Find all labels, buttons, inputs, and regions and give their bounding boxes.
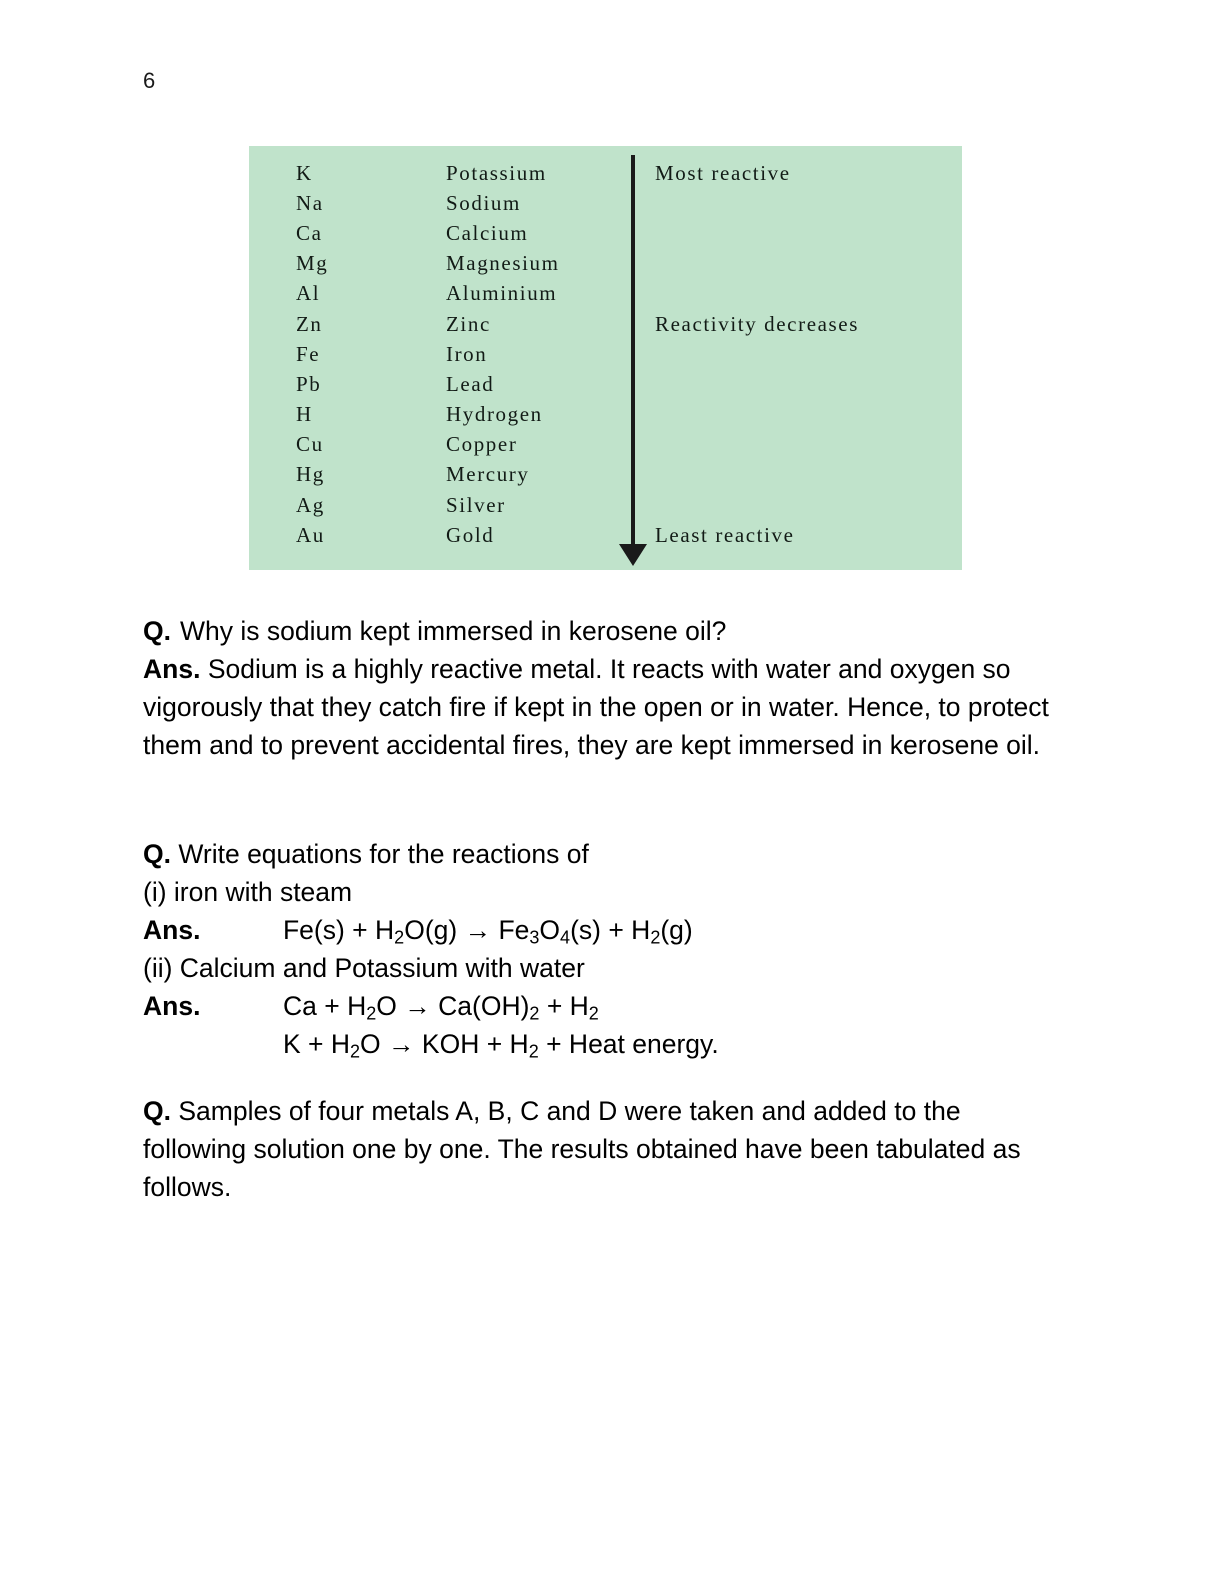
metal-name: Aluminium — [446, 281, 558, 306]
eq-part: Ca + H — [283, 991, 367, 1021]
metal-symbol: K — [296, 160, 313, 185]
metal-name: Zinc — [446, 311, 491, 336]
eq-part: O — [539, 915, 561, 945]
metal-symbol: Hg — [296, 462, 325, 487]
equation-iron-steam — [283, 915, 693, 948]
reactivity-note: Most reactive — [655, 160, 791, 185]
table-row — [249, 158, 962, 188]
table-row — [249, 188, 962, 218]
eq-part: + H — [546, 991, 589, 1021]
reactivity-note: Least reactive — [655, 522, 795, 547]
metal-name: Sodium — [446, 190, 521, 215]
metal-name: Lead — [446, 371, 495, 396]
reactivity-series-rows — [249, 158, 962, 550]
eq-part: KOH + H — [421, 1029, 529, 1059]
reaction-arrow-icon: → — [388, 1029, 415, 1059]
metal-name: Copper — [446, 432, 518, 457]
table-row — [249, 430, 962, 460]
eq-sub: 2 — [529, 1003, 540, 1024]
eq-part: Ca(OH) — [438, 991, 530, 1021]
metal-symbol: Mg — [296, 251, 329, 276]
question-block-2 — [143, 835, 1063, 1063]
eq-part: (s) + H — [570, 915, 651, 945]
reaction-arrow-icon: → — [404, 991, 431, 1021]
question-block-3 — [143, 1092, 1063, 1206]
question-line-1 — [143, 612, 1063, 650]
table-row — [249, 339, 962, 369]
eq-sub: 4 — [560, 927, 571, 948]
answer-equation-2-row — [143, 987, 1063, 1025]
down-arrow-shaft — [631, 155, 635, 554]
question-label: Q. — [143, 839, 171, 869]
eq-sub: 2 — [394, 927, 405, 948]
sub-question-i: (i) iron with steam — [143, 877, 353, 907]
eq-sub: 2 — [366, 1003, 377, 1024]
answer-label: Ans. — [143, 915, 201, 945]
metal-symbol: Cu — [296, 432, 324, 457]
page-number: 6 — [143, 68, 156, 93]
answer-equation-1-row — [143, 911, 1063, 949]
metal-symbol: H — [296, 402, 313, 427]
reactivity-note: Reactivity decreases — [655, 311, 859, 336]
eq-sub: 2 — [350, 1041, 361, 1062]
question-text: Why is sodium kept immersed in kerosene oil? — [179, 616, 727, 646]
sub-question-ii: (ii) Calcium and Potassium with water — [143, 953, 585, 983]
metal-name: Calcium — [446, 220, 529, 245]
metal-name: Magnesium — [446, 251, 560, 276]
question-label: Q. — [143, 1096, 171, 1126]
eq-part: O — [376, 991, 397, 1021]
metal-name: Iron — [446, 341, 488, 366]
eq-part: K + H — [283, 1029, 351, 1059]
metal-name: Potassium — [446, 160, 547, 185]
equation-calcium-water — [283, 991, 599, 1024]
eq-part: Fe(s) + H — [283, 915, 395, 945]
question-block-1 — [143, 612, 1063, 764]
eq-sub: 2 — [528, 1041, 539, 1062]
answer-label: Ans. — [143, 654, 201, 684]
eq-part: (g) — [660, 915, 693, 945]
table-row — [249, 520, 962, 550]
reactivity-series-figure — [249, 146, 962, 570]
table-row — [249, 249, 962, 279]
answer-block-1 — [143, 650, 1063, 764]
table-row — [249, 460, 962, 490]
eq-part: Fe — [498, 915, 530, 945]
answer-label: Ans. — [143, 991, 201, 1021]
reaction-arrow-icon: → — [464, 915, 492, 945]
eq-part: O(g) — [404, 915, 458, 945]
eq-sub: 2 — [588, 1003, 599, 1024]
metal-symbol: Ag — [296, 492, 325, 517]
metal-name: Silver — [446, 492, 506, 517]
question-text: Samples of four metals A, B, C and D were taken and added to the following solution one by one. The results obtained have been tabulated as follows. — [143, 1096, 1021, 1202]
metal-name: Hydrogen — [446, 402, 543, 427]
equation-potassium-water — [283, 1029, 719, 1062]
question-text: Write equations for the reactions of — [178, 839, 589, 869]
metal-symbol: Pb — [296, 371, 322, 396]
question-line-2 — [143, 835, 1063, 873]
question-label: Q. — [143, 616, 171, 646]
table-row — [249, 490, 962, 520]
eq-part: + Heat energy. — [546, 1029, 719, 1059]
down-arrow-icon — [619, 544, 647, 566]
answer-equation-3-row — [143, 1025, 1063, 1063]
metal-symbol: Au — [296, 522, 325, 547]
eq-sub: 2 — [650, 927, 661, 948]
table-row — [249, 218, 962, 248]
table-row — [249, 369, 962, 399]
metal-symbol: Al — [296, 281, 321, 306]
eq-part: O — [360, 1029, 381, 1059]
table-row — [249, 400, 962, 430]
metal-name: Mercury — [446, 462, 530, 487]
table-row — [249, 279, 962, 309]
eq-sub: 3 — [529, 927, 540, 948]
metal-symbol: Ca — [296, 220, 323, 245]
answer-text: Sodium is a highly reactive metal. It reacts with water and oxygen so vigorously that they catch fire if kept in the open or in water. Hence, to protect them and to prevent accidental fires, they are kept immersed in kerosene oil. — [143, 654, 1049, 760]
metal-symbol: Fe — [296, 341, 321, 366]
metal-name: Gold — [446, 522, 495, 547]
metal-symbol: Zn — [296, 311, 323, 336]
table-row — [249, 309, 962, 339]
metal-symbol: Na — [296, 190, 324, 215]
